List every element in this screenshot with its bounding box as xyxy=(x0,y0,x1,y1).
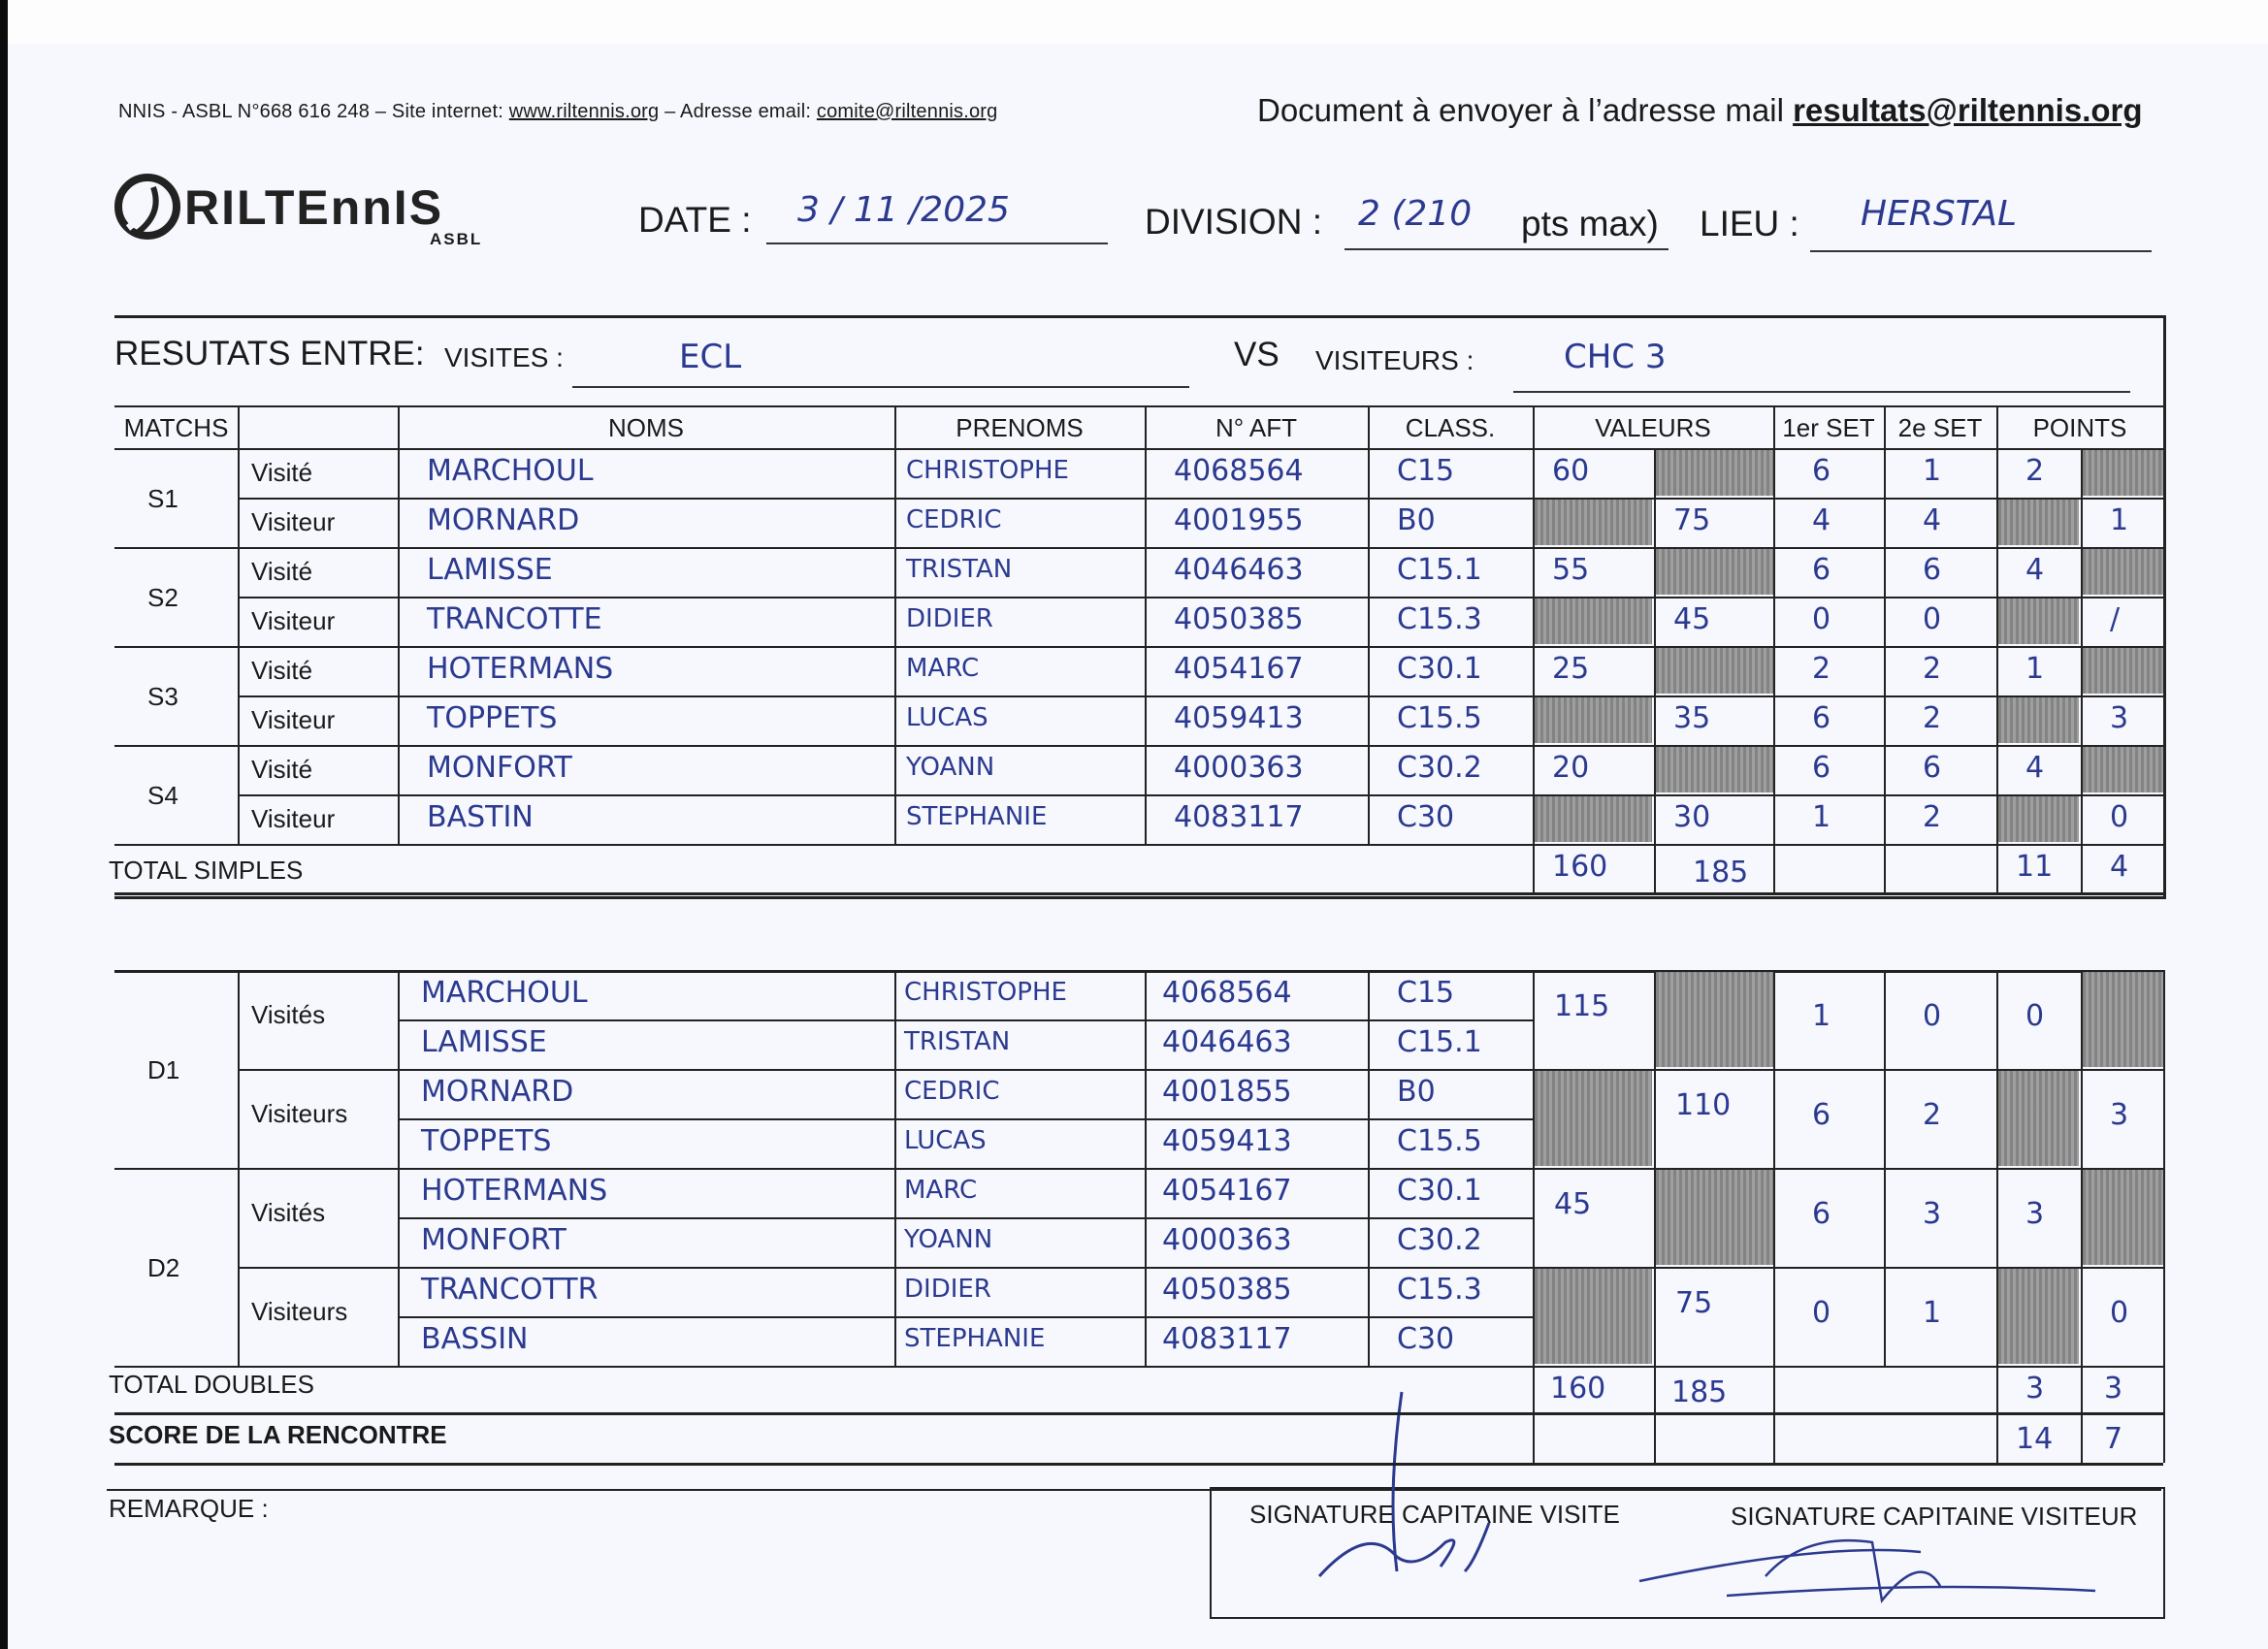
player-prenom[interactable]: DIDIER xyxy=(904,1275,991,1304)
date-underline xyxy=(766,242,1108,244)
match-label: D1 xyxy=(147,1055,180,1084)
player-aft[interactable]: 4046463 xyxy=(1162,1025,1292,1059)
column-header-6: 1er SET xyxy=(1782,413,1875,442)
player-class[interactable]: C15.1 xyxy=(1397,1025,1482,1059)
signature-visite-scribble xyxy=(1280,1377,1571,1591)
valeur-shade xyxy=(1535,796,1652,842)
team-valeur[interactable]: 45 xyxy=(1554,1187,1592,1221)
score-label: SCORE DE LA RENCONTRE xyxy=(109,1420,447,1449)
doubles-total-col-rule xyxy=(1533,1366,1535,1463)
total-doubles-valeur-a[interactable]: 160 xyxy=(1550,1372,1606,1406)
valeur-shade xyxy=(1535,1071,1652,1166)
player-nom[interactable]: HOTERMANS xyxy=(427,652,614,686)
player-prenom[interactable]: YOANN xyxy=(906,753,995,782)
player-prenom[interactable]: CEDRIC xyxy=(904,1077,1000,1106)
division-underline xyxy=(1345,248,1669,250)
visites-label: VISITES : xyxy=(444,342,564,372)
signature-visite-label: SIGNATURE CAPITAINE VISITE xyxy=(1249,1500,1620,1529)
website-link[interactable]: www.riltennis.org xyxy=(508,101,660,122)
send-prefix: Document à envoyer à l’adresse mail xyxy=(1257,92,1794,128)
player-prenom[interactable]: STEPHANIE xyxy=(904,1324,1046,1353)
player-valeur[interactable]: 25 xyxy=(1552,652,1590,686)
doubles-row-rule xyxy=(398,1217,1533,1219)
total-simples-points-b[interactable]: 4 xyxy=(2110,850,2129,884)
date-value[interactable]: 3 / 11 /2025 xyxy=(797,190,1010,230)
player-class[interactable]: C30.1 xyxy=(1397,652,1482,686)
player-points[interactable]: 3 xyxy=(2110,701,2129,735)
player-points[interactable]: 0 xyxy=(2110,800,2129,834)
division-suffix: pts max) xyxy=(1521,204,1659,243)
riltennis-logo xyxy=(114,170,512,247)
set1-score[interactable]: 2 xyxy=(1812,652,1831,686)
row-rule xyxy=(238,498,2163,500)
score-points-b[interactable]: 7 xyxy=(2104,1422,2123,1456)
set2-score[interactable]: 2 xyxy=(1923,652,1942,686)
header-rule xyxy=(114,405,2163,407)
valeur-shade xyxy=(1535,697,1652,743)
logo-mark-icon xyxy=(114,170,182,247)
set1-score[interactable]: 6 xyxy=(1812,454,1831,488)
set1-score[interactable]: 6 xyxy=(1812,553,1831,587)
player-role: Visiteur xyxy=(251,507,336,536)
points-shade xyxy=(2083,1170,2163,1265)
column-header-1: NOMS xyxy=(608,413,684,442)
player-points[interactable]: 1 xyxy=(2110,503,2129,537)
team-role: Visités xyxy=(251,1198,326,1227)
set2-score[interactable]: 6 xyxy=(1923,553,1942,587)
doubles-col-rule xyxy=(1773,970,1775,1366)
visites-team[interactable]: ECL xyxy=(679,338,742,376)
valeur-shade xyxy=(1535,1269,1652,1364)
player-aft[interactable]: 4046463 xyxy=(1174,553,1304,587)
valeur-shade xyxy=(1656,549,1773,595)
player-role: Visité xyxy=(251,557,313,586)
total-col-rule xyxy=(1884,844,1886,892)
set2-score[interactable]: 0 xyxy=(1923,602,1942,636)
team-valeur[interactable]: 115 xyxy=(1554,989,1610,1023)
email-link[interactable]: comite@riltennis.org xyxy=(816,101,998,122)
team-points[interactable]: 0 xyxy=(2110,1296,2129,1330)
signature-visiteur-label: SIGNATURE CAPITAINE VISITEUR xyxy=(1731,1502,2138,1531)
points-shade xyxy=(1998,1071,2079,1166)
total-doubles-points-a[interactable]: 3 xyxy=(2025,1372,2045,1406)
email-prefix: – Adresse email: xyxy=(659,101,817,122)
column-header-7: 2e SET xyxy=(1897,413,1983,442)
col-rule xyxy=(894,405,896,844)
doubles-total-col-rule xyxy=(1654,1366,1656,1463)
row-rule xyxy=(114,646,2163,648)
valeur-shade xyxy=(1535,500,1652,545)
total-col-rule xyxy=(1996,844,1998,892)
player-role: Visité xyxy=(251,458,313,487)
player-nom[interactable]: MORNARD xyxy=(421,1075,574,1109)
team-role: Visiteurs xyxy=(251,1297,348,1326)
visiteurs-underline xyxy=(1513,391,2130,393)
total-doubles-label: TOTAL DOUBLES xyxy=(109,1370,314,1399)
player-aft[interactable]: 4083117 xyxy=(1174,800,1304,834)
doubles-row-rule xyxy=(238,1069,2163,1071)
player-class[interactable]: B0 xyxy=(1397,503,1436,537)
player-nom[interactable]: LAMISSE xyxy=(421,1025,547,1059)
lieu-underline xyxy=(1810,250,2152,252)
player-class[interactable]: C30 xyxy=(1397,1322,1455,1356)
set1-score[interactable]: 4 xyxy=(1812,503,1831,537)
set1-score[interactable]: 0 xyxy=(1812,1296,1831,1330)
set1-score[interactable]: 6 xyxy=(1812,1098,1831,1132)
player-points[interactable]: 2 xyxy=(2025,454,2045,488)
doubles-col-rule xyxy=(1368,970,1370,1366)
row-rule xyxy=(114,844,2163,846)
set1-score[interactable]: 6 xyxy=(1812,751,1831,785)
player-nom[interactable]: MARCHOUL xyxy=(427,454,594,488)
player-class[interactable]: C30.2 xyxy=(1397,1223,1482,1257)
player-class[interactable]: C15.1 xyxy=(1397,553,1482,587)
doubles-row-rule xyxy=(114,1168,2163,1170)
player-class[interactable]: C15.5 xyxy=(1397,701,1482,735)
player-nom[interactable]: TRANCOTTR xyxy=(421,1273,599,1307)
logo-wordmark: RILTEnnIS xyxy=(184,180,444,235)
player-role: Visiteur xyxy=(251,705,336,734)
lieu-label: LIEU : xyxy=(1700,204,1799,243)
player-nom[interactable]: TRANCOTTE xyxy=(427,602,602,636)
total-simples-valeur-a[interactable]: 160 xyxy=(1552,850,1608,884)
match-label: S1 xyxy=(147,484,178,513)
player-class[interactable]: C15.5 xyxy=(1397,1124,1482,1158)
team-points[interactable]: 3 xyxy=(2025,1197,2045,1231)
doubles-col-rule xyxy=(2163,970,2165,1366)
valeur-shade xyxy=(1656,648,1773,694)
col-rule xyxy=(238,405,240,844)
player-role: Visité xyxy=(251,755,313,784)
total-col-rule xyxy=(2081,844,2083,892)
player-valeur[interactable]: 60 xyxy=(1552,454,1590,488)
total-doubles-valeur-b[interactable]: 185 xyxy=(1671,1375,1728,1409)
points-shade xyxy=(2083,549,2163,595)
player-prenom[interactable]: LUCAS xyxy=(906,703,988,732)
player-valeur[interactable]: 35 xyxy=(1673,701,1711,735)
team-valeur[interactable]: 75 xyxy=(1675,1286,1713,1320)
division-value[interactable]: 2 (210 xyxy=(1358,194,1473,234)
row-rule xyxy=(238,597,2163,598)
match-label: S2 xyxy=(147,583,178,612)
team-role: Visités xyxy=(251,1000,326,1029)
set2-score[interactable]: 6 xyxy=(1923,751,1942,785)
doubles-col-rule xyxy=(894,970,896,1366)
col-rule xyxy=(1145,405,1147,844)
player-points[interactable]: 1 xyxy=(2025,652,2045,686)
player-valeur[interactable]: 45 xyxy=(1673,602,1711,636)
player-aft[interactable]: 4001855 xyxy=(1162,1075,1292,1109)
row-rule xyxy=(114,745,2163,747)
player-prenom[interactable]: LUCAS xyxy=(904,1126,987,1155)
player-aft[interactable]: 4001955 xyxy=(1174,503,1304,537)
player-prenom[interactable]: MARC xyxy=(904,1176,978,1205)
player-class[interactable]: B0 xyxy=(1397,1075,1436,1109)
doubles-row-rule xyxy=(398,1316,1533,1318)
set2-score[interactable]: 0 xyxy=(1923,999,1942,1033)
player-nom[interactable]: MORNARD xyxy=(427,503,580,537)
player-class[interactable]: C15 xyxy=(1397,976,1455,1010)
player-aft[interactable]: 4059413 xyxy=(1162,1124,1292,1158)
player-valeur[interactable]: 75 xyxy=(1673,503,1711,537)
player-valeur[interactable]: 30 xyxy=(1673,800,1711,834)
player-nom[interactable]: MONFORT xyxy=(427,751,572,785)
lieu-value[interactable]: HERSTAL xyxy=(1861,194,2018,234)
player-prenom[interactable]: CHRISTOPHE xyxy=(904,978,1067,1007)
player-prenom[interactable]: TRISTAN xyxy=(904,1027,1011,1056)
results-title: RESUTATS ENTRE: xyxy=(114,335,425,372)
date-label: DATE : xyxy=(638,200,752,240)
player-class[interactable]: C30.1 xyxy=(1397,1174,1482,1208)
player-prenom[interactable]: CHRISTOPHE xyxy=(906,456,1069,485)
team-points[interactable]: 3 xyxy=(2110,1098,2129,1132)
total-simples-rule xyxy=(114,892,2163,895)
total-simples-points-a[interactable]: 11 xyxy=(2016,850,2054,884)
player-aft[interactable]: 4000363 xyxy=(1174,751,1304,785)
player-aft[interactable]: 4050385 xyxy=(1162,1273,1292,1307)
column-header-4: CLASS. xyxy=(1405,413,1496,442)
player-role: Visité xyxy=(251,656,313,685)
points-shade xyxy=(1998,598,2079,644)
team-points[interactable]: 0 xyxy=(2025,999,2045,1033)
points-shade xyxy=(2083,972,2163,1067)
valeur-shade xyxy=(1656,747,1773,792)
team-valeur[interactable]: 110 xyxy=(1675,1088,1732,1122)
col-rule xyxy=(2163,405,2165,844)
col-rule xyxy=(1368,405,1370,844)
set1-score[interactable]: 1 xyxy=(1812,800,1831,834)
set2-score[interactable]: 2 xyxy=(1923,1098,1942,1132)
player-aft[interactable]: 4000363 xyxy=(1162,1223,1292,1257)
points-shade xyxy=(1998,796,2079,842)
valeur-shade xyxy=(1656,1170,1773,1265)
player-prenom[interactable]: STEPHANIE xyxy=(906,802,1048,831)
doubles-col-rule xyxy=(398,970,400,1366)
set2-score[interactable]: 2 xyxy=(1923,800,1942,834)
set1-score[interactable]: 0 xyxy=(1812,602,1831,636)
player-class[interactable]: C15 xyxy=(1397,454,1455,488)
set1-score[interactable]: 6 xyxy=(1812,1197,1831,1231)
send-instructions xyxy=(1257,92,2143,129)
signature-visiteur-scribble xyxy=(1630,1523,2115,1610)
doubles-row-rule xyxy=(398,1118,1533,1120)
total-col-rule xyxy=(2163,844,2165,892)
player-valeur[interactable]: 55 xyxy=(1552,553,1590,587)
total-col-rule xyxy=(1654,844,1656,892)
player-nom[interactable]: TOPPETS xyxy=(427,701,558,735)
player-aft[interactable]: 4054167 xyxy=(1174,652,1304,686)
org-info-line xyxy=(118,101,998,123)
player-nom[interactable]: BASTIN xyxy=(427,800,534,834)
set1-score[interactable]: 1 xyxy=(1812,999,1831,1033)
col-rule xyxy=(1884,405,1886,844)
doubles-row-rule xyxy=(238,1267,2163,1269)
doubles-total-col-rule xyxy=(2163,1366,2165,1463)
player-class[interactable]: C15.3 xyxy=(1397,1273,1482,1307)
set2-score[interactable]: 1 xyxy=(1923,454,1942,488)
player-points[interactable]: 4 xyxy=(2025,751,2045,785)
score-points-a[interactable]: 14 xyxy=(2016,1422,2054,1456)
scan-edge xyxy=(0,0,8,1649)
player-nom[interactable]: MONFORT xyxy=(421,1223,567,1257)
remark-label: REMARQUE : xyxy=(109,1494,269,1523)
col-rule xyxy=(1773,405,1775,844)
row-rule xyxy=(114,448,2163,450)
total-doubles-points-b[interactable]: 3 xyxy=(2104,1372,2123,1406)
set2-score[interactable]: 2 xyxy=(1923,701,1942,735)
points-shade xyxy=(1998,1269,2079,1364)
valeur-shade xyxy=(1656,972,1773,1067)
visites-underline xyxy=(572,386,1189,388)
points-shade xyxy=(2083,450,2163,496)
doubles-total-col-rule xyxy=(1996,1366,1998,1463)
player-prenom[interactable]: DIDIER xyxy=(906,604,993,633)
org-prefix: NNIS - ASBL N°668 616 248 – Site internet: xyxy=(118,101,509,122)
col-rule xyxy=(398,405,400,844)
set2-score[interactable]: 1 xyxy=(1923,1296,1942,1330)
player-points[interactable]: / xyxy=(2110,602,2121,636)
total-doubles-rule xyxy=(114,1412,2163,1415)
match-label: S3 xyxy=(147,682,178,711)
player-valeur[interactable]: 20 xyxy=(1552,751,1590,785)
total-simples-label: TOTAL SIMPLES xyxy=(109,856,304,885)
total-col-rule xyxy=(1773,844,1775,892)
column-header-3: N° AFT xyxy=(1215,413,1298,442)
doubles-col-rule xyxy=(1884,970,1886,1366)
doubles-row-rule xyxy=(398,1019,1533,1021)
player-prenom[interactable]: MARC xyxy=(906,654,980,683)
player-role: Visiteur xyxy=(251,606,336,635)
doubles-row-rule xyxy=(114,1366,2163,1368)
singles-table xyxy=(114,315,2166,899)
doubles-col-rule xyxy=(238,970,240,1366)
valeur-shade xyxy=(1656,450,1773,496)
points-shade xyxy=(1998,500,2079,545)
column-header-8: POINTS xyxy=(2032,413,2127,442)
player-class[interactable]: C30 xyxy=(1397,800,1455,834)
player-class[interactable]: C30.2 xyxy=(1397,751,1482,785)
column-header-0: MATCHS xyxy=(123,413,229,442)
row-rule xyxy=(238,794,2163,796)
total-col-rule xyxy=(1533,844,1535,892)
doubles-col-rule xyxy=(1145,970,1147,1366)
player-prenom[interactable]: TRISTAN xyxy=(906,555,1013,584)
points-shade xyxy=(2083,648,2163,694)
visiteurs-label: VISITEURS : xyxy=(1315,345,1474,375)
results-email-link[interactable]: resultats@riltennis.org xyxy=(1793,92,2143,128)
doubles-total-col-rule xyxy=(2081,1366,2083,1463)
player-nom[interactable]: LAMISSE xyxy=(427,553,553,587)
valeur-shade xyxy=(1535,598,1652,644)
match-label: S4 xyxy=(147,781,178,810)
player-aft[interactable]: 4083117 xyxy=(1162,1322,1292,1356)
player-nom[interactable]: HOTERMANS xyxy=(421,1174,608,1208)
division-label: DIVISION : xyxy=(1145,202,1322,242)
player-nom[interactable]: TOPPETS xyxy=(421,1124,552,1158)
total-simples-valeur-b[interactable]: 185 xyxy=(1693,856,1749,889)
player-aft[interactable]: 4050385 xyxy=(1174,602,1304,636)
doubles-total-col-rule xyxy=(1773,1366,1775,1463)
visiteurs-team[interactable]: CHC 3 xyxy=(1564,338,1667,376)
vs-label: VS xyxy=(1234,336,1280,373)
player-prenom[interactable]: CEDRIC xyxy=(906,505,1002,534)
player-prenom[interactable]: YOANN xyxy=(904,1225,993,1254)
match-label: D2 xyxy=(147,1253,180,1282)
score-rule xyxy=(114,1463,2163,1466)
row-rule xyxy=(114,547,2163,549)
player-nom[interactable]: MARCHOUL xyxy=(421,976,588,1010)
player-aft[interactable]: 4054167 xyxy=(1162,1174,1292,1208)
player-aft[interactable]: 4059413 xyxy=(1174,701,1304,735)
column-header-2: PRENOMS xyxy=(956,413,1084,442)
doubles-top-rule xyxy=(114,970,2163,973)
set1-score[interactable]: 6 xyxy=(1812,701,1831,735)
player-aft[interactable]: 4068564 xyxy=(1162,976,1292,1010)
player-points[interactable]: 4 xyxy=(2025,553,2045,587)
player-aft[interactable]: 4068564 xyxy=(1174,454,1304,488)
set2-score[interactable]: 4 xyxy=(1923,503,1942,537)
row-rule xyxy=(238,695,2163,697)
player-class[interactable]: C15.3 xyxy=(1397,602,1482,636)
set2-score[interactable]: 3 xyxy=(1923,1197,1942,1231)
team-role: Visiteurs xyxy=(251,1099,348,1128)
player-role: Visiteur xyxy=(251,804,336,833)
logo-asbl: ASBL xyxy=(430,230,483,248)
points-shade xyxy=(1998,697,2079,743)
points-shade xyxy=(2083,747,2163,792)
player-nom[interactable]: BASSIN xyxy=(421,1322,529,1356)
column-header-5: VALEURS xyxy=(1595,413,1711,442)
